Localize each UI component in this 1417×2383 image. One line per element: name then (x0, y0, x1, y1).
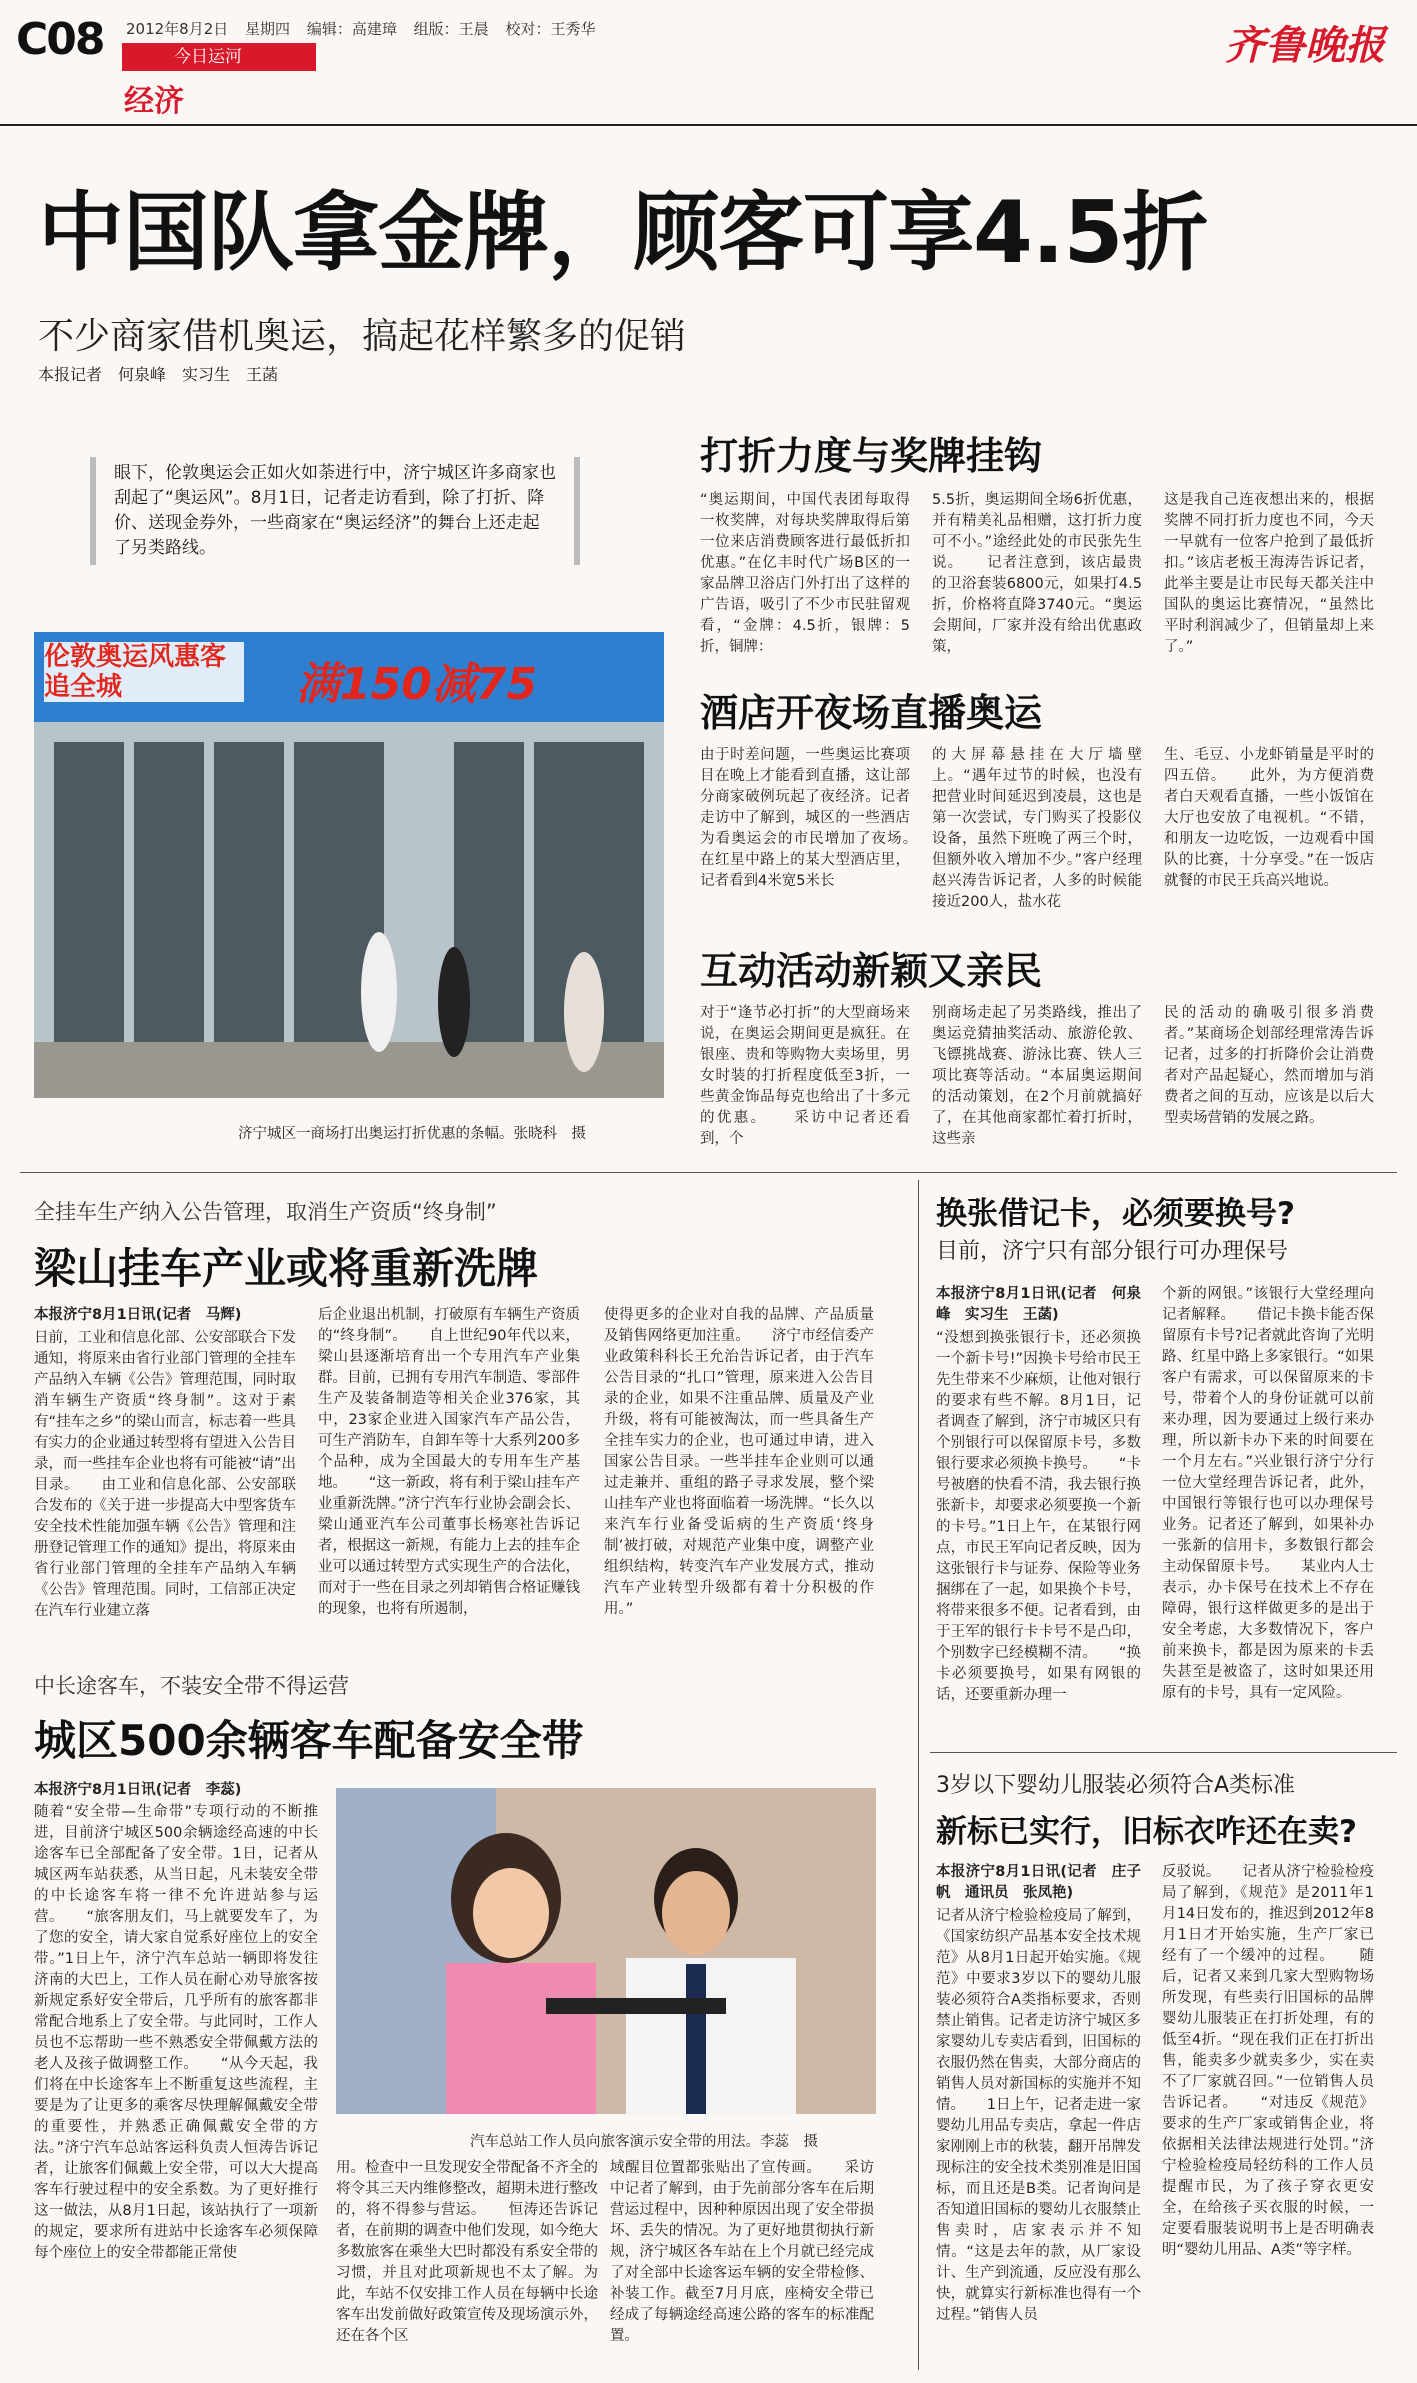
section3-col1: 对于“逢节必打折”的大型商场来说，在奥运会期间更是疯狂。在银座、贵和等购物大卖场里，男女时装的打折程度低至3折，一些黄金饰品每克也给出了十多元的优惠。 采访中记者还看到，个 (700, 1005, 910, 1147)
lead-headline: 中国队拿金牌，顾客可享4.5折 (38, 183, 1208, 283)
issue-date: 2012年8月2日 (126, 20, 229, 38)
section3-title: 互动活动新颖又亲民 (700, 949, 1043, 993)
seatbelt-photo-illustration (336, 1788, 876, 2114)
issue-weekday: 星期四 (245, 20, 291, 38)
lead-byline: 本报记者 何泉峰 实习生 王菡 (38, 365, 279, 384)
section1-col3: 这是我自己连夜想出来的，根据奖牌不同打折力度也不同，今天一早就有一位客户抢到了最低折扣。”该店老板王海涛告诉记者，此举主要是让市民每天都关注中国队的奥运比赛情况，“虽然比平时利润减少了，但销量却上来了。” (1164, 492, 1374, 655)
bus-col1: 随着“安全带—生命带”专项行动的不断推进，目前济宁城区500余辆途经高速的中长途客车已全部配备了安全带。1日，记者从城区两车站获悉，从当日起，凡未装安全带的中长途客车将一律不允许进站参与运营。 “旅客朋友们，马上就要发车了，为了您的安全，请大家自觉系好座位上的安全带。”1日上午，济宁汽车总站一辆即将发往济南的大巴上，工作人员在耐心劝导旅客按新规定系好安全带后，几乎所有的旅客都非常配合地系上了安全带。与此同时，工作人员也不忘帮助一些不熟悉安全带佩戴方法的老人及孩子做调整工作。 “从今天起，我们将在中长途客车上不断重复这些流程，主要是为了让更多的乘客尽快理解佩戴安全带的重要性，并熟悉正确佩戴安全带的方法。”济宁汽车总站客运科负责人恒涛告诉记者，让旅客们佩戴上安全带，可以大大提高客车行驶过程中的安全系数。为了更好推行这一做法，从8月1日起，该站执行了一项新的规定，要求所有进站中长途客车必须保障每个座位上的安全带都能正常使 (34, 1804, 318, 2261)
section1-col2: 5.5折，奥运期间全场6折优惠，并有精美礼品相赠，这打折力度可不小。”途经此处的市民张先生说。 记者注意到，该店最贵的卫浴套装6800元，如果打4.5折，价格将直降3740元。“奥运会期间，厂家并没有给出优惠政策， (932, 492, 1142, 655)
baby-byline: 本报济宁8月1日讯(记者 庄子帆 通讯员 张凤艳) (936, 1864, 1141, 1901)
card-headline: 换张借记卡，必须要换号? (936, 1196, 1295, 1232)
trailer-col1: 日前，工业和信息化部、公安部联合下发通知，将原来由省行业部门管理的全挂车产品纳入车辆《公告》管理范围，同时取消车辆生产资质“终身制”。这对于素有“挂车之乡”的梁山而言，标志着一些具有实力的企业通过转型将有望进入公告目录，而一些挂车企业也将有可能被“请”出目录。 由工业和信息化部、公安部联合发布的《关于进一步提高大中型客货车安全技术性能加强车辆《公告》管理和注册登记管理工作的通知》提出，将原来由省行业部门管理的全挂车产品纳入车辆《公告》管理范围。同时，工信部正决定在汽车行业建立落 (34, 1330, 296, 1619)
column-label: 今日运河 (122, 43, 316, 71)
mall-photo-caption: 济宁城区一商场打出奥运打折优惠的条幅。张晓科 摄 (238, 1126, 586, 1142)
banner-right-text: 满150减75 (296, 659, 538, 710)
card-subheadline: 目前，济宁只有部分银行可办理保号 (936, 1239, 1289, 1264)
lead-subheadline: 不少商家借机奥运，搞起花样繁多的促销 (38, 316, 687, 357)
header-divider (0, 124, 1417, 126)
proofread-credit: 校对：王秀华 (505, 20, 596, 38)
section-name: 经济 (124, 84, 184, 119)
bus-headline: 城区500余辆客车配备安全带 (34, 1716, 584, 1765)
bus-byline: 本报济宁8月1日讯(记者 李蕊) (34, 1782, 242, 1798)
section2-col2: 的大屏幕悬挂在大厅墙壁上。“遇年过节的时候，也没有把营业时间延迟到凌晨，这也是第一次尝试，专门购买了投影仪设备，虽然下班晚了两三个时，但额外收入增加不少。”客户经理赵兴涛告诉记者，人多的时候能接近200人，盐水花 (932, 747, 1142, 910)
seatbelt-photo-caption: 汽车总站工作人员向旅客演示安全带的用法。李蕊 摄 (470, 2134, 818, 2150)
card-byline: 本报济宁8月1日讯(记者 何泉峰 实习生 王菡) (936, 1286, 1141, 1323)
bus-col3: 域醒目位置都张贴出了宣传画。 采访中记者了解到，由于先前部分客车在后期营运过程中，因种种原因出现了安全带损坏、丢失的情况。为了更好地贯彻执行新规，济宁城区各车站在上个月就已经完成了对全部中长途客运车辆的安全带检修、补装工作。截至7月月底，座椅安全带已经成了每辆途经高速公路的客车的标准配置。 (610, 2160, 874, 2344)
trailer-byline: 本报济宁8月1日讯(记者 马辉) (34, 1307, 242, 1323)
newspaper-logo: 齐鲁晚报 (1225, 22, 1385, 69)
column-divider (918, 1180, 919, 2370)
trailer-kicker: 全挂车生产纳入公告管理，取消生产资质“终身制” (34, 1200, 497, 1224)
mall-photo (34, 632, 664, 1098)
masthead-meta (126, 18, 607, 39)
editor-credit: 编辑：高建璋 (306, 20, 397, 38)
seatbelt-photo (336, 1788, 876, 2114)
bus-kicker: 中长途客车，不装安全带不得运营 (34, 1674, 349, 1698)
bus-col2: 用。检查中一旦发现安全带配备不齐全的将令其三天内维修整改，超期未进行整改的，将不得参与营运。 恒涛还告诉记者，在前期的调查中他们发现，如今绝大多数旅客在乘坐大巴时都没有系安全带的习惯，并且对此项新规也不太了解。为此，车站不仅安排工作人员在每辆中长途客车出发前做好政策宣传及现场演示外，还在各个区 (336, 2160, 598, 2344)
trailer-headline: 梁山挂车产业或将重新洗牌 (34, 1244, 539, 1293)
section2-col1: 由于时差问题，一些奥运比赛项目在晚上才能看到直播，这让部分商家破例玩起了夜经济。记者走访中了解到，城区的一些酒店为看奥运会的市民增加了夜场。 在红星中路上的某大型酒店里，记者看到4米宽5米长 (700, 747, 939, 889)
section3-col3: 民的活动的确吸引很多消费者。”某商场企划部经理常涛告诉记者，过多的打折降价会让消费者对产品起疑心，然而增加与消费者之间的互动，应该是以后大型卖场营销的发展之路。 (1164, 1005, 1374, 1126)
baby-headline: 新标已实行，旧标衣咋还在卖? (936, 1814, 1357, 1850)
layout-credit: 组版：王晨 (413, 20, 489, 38)
trailer-col3: 使得更多的企业对自我的品牌、产品质量及销售网络更加注重。 济宁市经信委产业政策科科长王允治告诉记者，由于汽车公告目录的“扎口”管理，原来进入公告目录的企业，如果不注重品牌、质量及产业升级，将有可能被淘汰，而一些具备生产全挂车实力的企业，也可通过申请，进入国家公告目录。一些半挂车企业则可以通过走兼并、重组的路子寻求发展，整个梁山挂车产业也将面临着一场洗牌。“长久以来汽车行业备受诟病的生产资质‘终身制’被打破，对规范产业集中度，调整产业组织结构，转变汽车产业发展方式，推动汽车产业转型升级都有着十分积极的作用。” (604, 1307, 874, 1617)
lower-divider (20, 1172, 1397, 1173)
card-col1: “没想到换张银行卡，还必须换一个新卡号!”因换卡号给市民王先生带来不少麻烦，让他对银行的要求有些不解。8月1日，记者调查了解到，济宁市城区只有个别银行可以保留原卡号，多数银行要求必须换卡换号。 “卡号被磨的快看不清，我去银行换张新卡，却要求必须要换一个新的卡号。”1日上午，在某银行网点，市民王军向记者反映，因为这张银行卡与证券、保险等业务捆绑在了一起，如果换个卡号，将带来很多不便。记者看到，由于王军的银行卡卡号不是凸印，个别数字已经模糊不清。 “换卡必须要换号，如果有网银的话，还要重新办理一 (936, 1330, 1141, 1703)
section2-col3: 生、毛豆、小龙虾销量是平时的四五倍。 此外，为方便消费者白天观看直播，一些小饭馆在大厅也安放了电视机。“不错，和朋友一边吃饭，一边观看中国队的比赛，十分享受。”在一饭店就餐的市民王兵高兴地说。 (1164, 747, 1374, 889)
page-number: C08 (16, 14, 104, 65)
section2-title: 酒店开夜场直播奥运 (700, 691, 1043, 735)
lead-intro: 眼下，伦敦奥运会正如火如荼进行中，济宁城区许多商家也刮起了“奥运风”。8月1日，记者走访看到，除了打折、降价、送现金券外，一些商家在“奥运经济”的舞台上还走起了另类路线。 (90, 457, 580, 565)
card-col2: 个新的网银。”该银行大堂经理向记者解释。 借记卡换卡能否保留原有卡号?记者就此咨询了光明路、红星中路上多家银行。“如果客户有需求，可以保留原来的卡号，带着个人的身份证就可以前来办理，因为要通过上级行来办理，所以新卡办下来的时间要在一个月左右。”兴业银行济宁分行一位大堂经理告诉记者，此外，中国银行等银行也可以办理保号业务。记者还了解到，如果补办一张新的信用卡，多数银行都会主动保留原卡号。 某业内人士表示，办卡保号在技术上不存在障碍，银行这样做更多的是出于安全考虑，大多数情况下，客户前来换卡，都是因为原来的卡丢失甚至是被盗了，这时如果还用原有的卡号，具有一定风险。 (1162, 1286, 1374, 1701)
baby-col1: 记者从济宁检验检疫局了解到，《国家纺织产品基本安全技术规范》从8月1日起开始实施。《规范》中要求3岁以下的婴幼儿服装必须符合A类指标要求，否则禁止销售。记者走访济宁城区多家婴幼儿专卖店看到，旧国标的衣服仍然在售卖，大部分商店的销售人员对新国标的实施并不知情。 1日上午，记者走进一家婴幼儿用品专卖店，拿起一件店家刚刚上市的秋装，翻开吊牌发现标注的安全技术类别准是旧国标，而且还是B类。记者询问是否知道旧国标的婴幼儿衣服禁止售卖时，店家表示并不知情。“这是去年的款，从厂家设计、生产到流通，反应没有那么快，就算实行新标准也得有一个过程。”销售人员 (936, 1908, 1141, 2323)
section1-col1: “奥运期间，中国代表团每取得一枚奖牌，对每块奖牌取得后第一位来店消费顾客进行最低折扣优惠。”在亿丰时代广场B区的一家品牌卫浴店门外打出了这样的广告语，吸引了不少市民驻留观看，“金牌：4.5折，银牌：5折，铜牌： (700, 492, 910, 655)
banner-left-text: 伦敦奥运风惠客追全城 (44, 642, 244, 702)
section3-col2: 别商场走起了另类路线，推出了奥运竞猜抽奖活动、旅游伦敦、飞镖挑战赛、游泳比赛、铁人三项比赛等活动。“本届奥运期间的活动策划，在2个月前就搞好了，在其他商家都忙着打折时，这些亲 (932, 1005, 1142, 1147)
baby-kicker: 3岁以下婴幼儿服装必须符合A类标准 (936, 1773, 1296, 1798)
card-divider (930, 1752, 1397, 1753)
baby-col2: 反驳说。 记者从济宁检验检疫局了解到，《规范》是2011年1月14日发布的，推迟到2012年8月1日才开始实施，生产厂家已经有了一个缓冲的过程。 随后，记者又来到几家大型购物场所发现，有些卖行旧国标的品牌婴幼儿服装正在打折处理，有的低至4折。“现在我们正在打折出售，能卖多少就卖多少，实在卖不了厂家就召回。”一位销售人员告诉记者。 “对违反《规范》要求的生产厂家或销售企业，将依据相关法律法规进行处罚。”济宁检验检疫局轻纺科的工作人员提醒市民，为了孩子穿衣更安全，在给孩子买衣服的时候，一定要看服装说明书上是否明确表明“婴幼儿用品、A类”等字样。 (1162, 1864, 1374, 2258)
section1-title: 打折力度与奖牌挂钩 (700, 434, 1043, 478)
trailer-col2: 后企业退出机制，打破原有车辆生产资质的“终身制”。 自上世纪90年代以来，梁山县逐渐培育出一个专用汽车产业集群。目前，已拥有专用汽车制造、零部件生产及装备制造等相关企业376家，其中，23家企业进入国家汽车产品公告，可生产消防车，自卸车等十大系列200多个品种，成为全国最大的专用车生产基地。 “这一新政，将有利于梁山挂车产业重新洗牌。”济宁汽车行业协会副会长、梁山通亚汽车公司董事长杨寒社告诉记者，根据这一新规，有能力上去的挂车企业可以通过转型方式实现生产的合法化，而对于一些在目录之列却销售合格证赚钱的现象，也将有所遏制， (318, 1307, 580, 1617)
